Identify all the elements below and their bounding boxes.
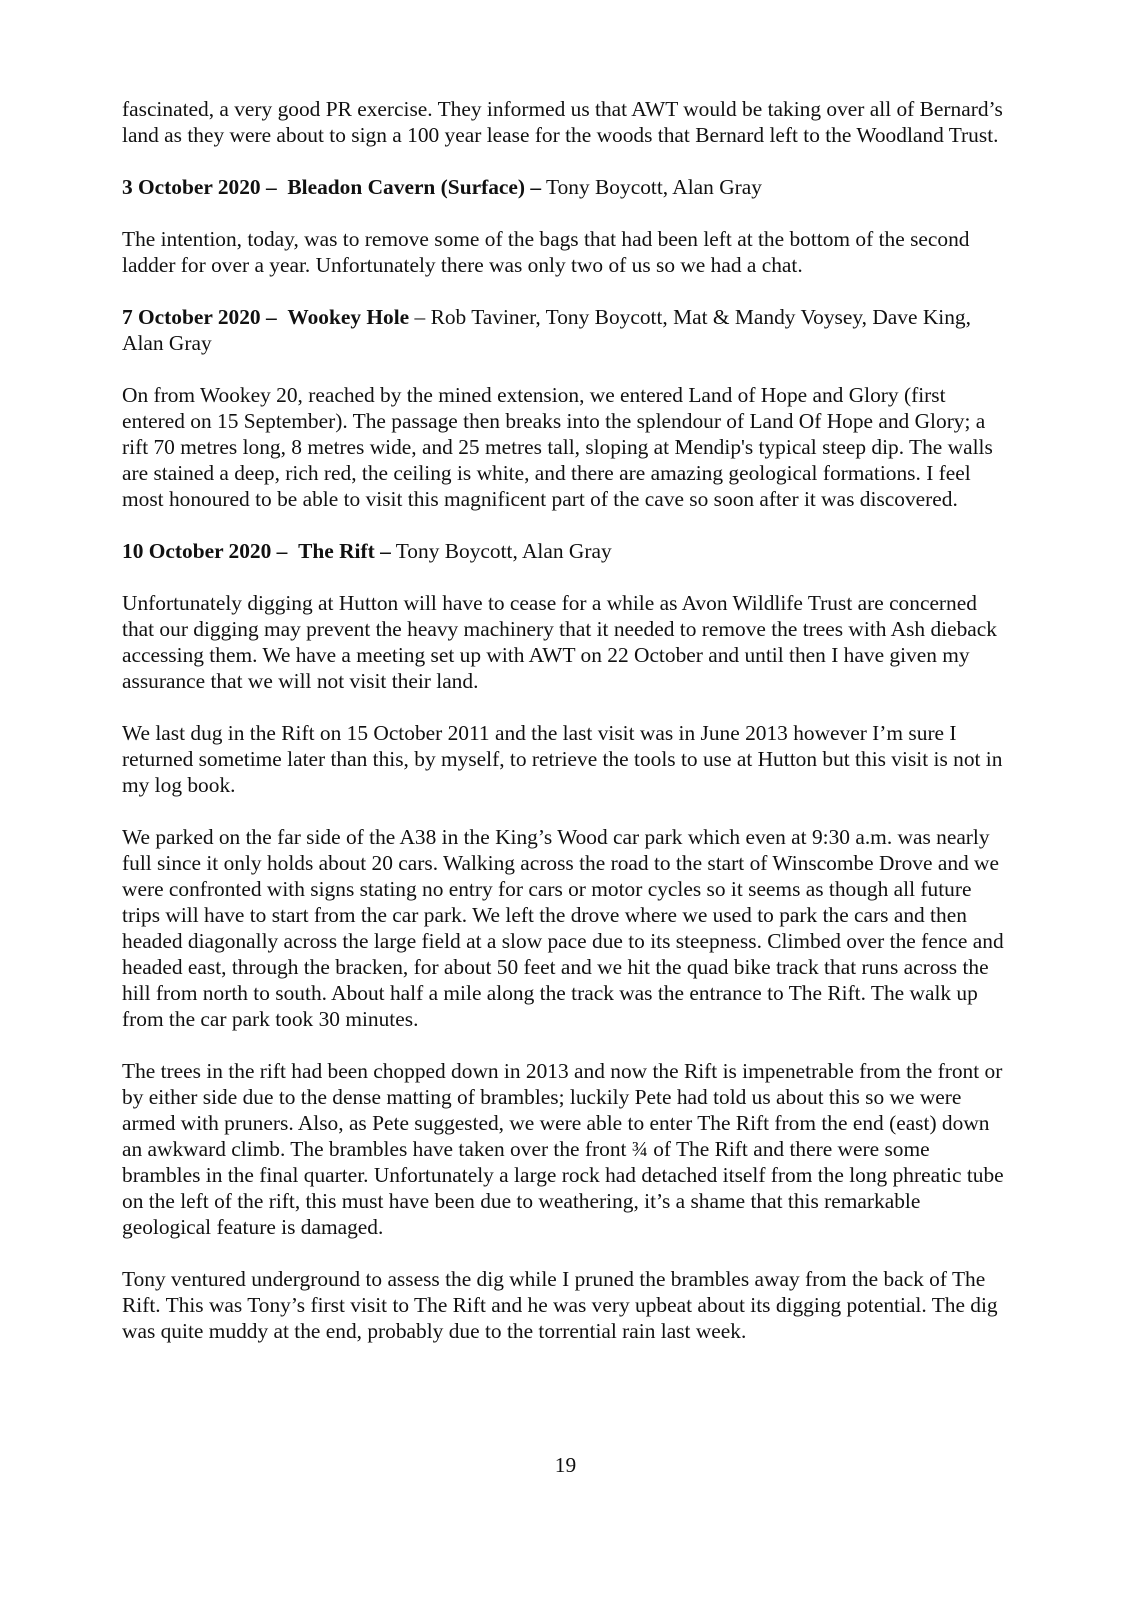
entry-people: Tony Boycott, Alan Gray bbox=[541, 175, 762, 199]
entry-date: 7 October 2020 – bbox=[122, 305, 277, 329]
entry-date: 3 October 2020 – bbox=[122, 175, 277, 199]
entry-location: Bleadon Cavern (Surface) – bbox=[287, 175, 542, 199]
entry-paragraph: On from Wookey 20, reached by the mined extension, we entered Land of Hope and Glory (first entered on 15 September). The passage then breaks into the splendour of Land Of Hope and Glory; a rift 70 metres long, 8 metres wide, and 25 metres tall, sloping at Mendip's typical steep dip. The walls are stained a deep, rich red, the ceiling is white, and there are amazing geological formations. I feel most honoured to be able to visit this magnificent part of the cave so soon after it was discovered. bbox=[122, 383, 993, 511]
entry-people: – Rob Taviner, Tony Boycott, Mat & Mandy Voysey, Dave King, Alan Gray bbox=[122, 305, 971, 355]
entry-paragraph: The trees in the rift had been chopped down in 2013 and now the Rift is impenetrable from the front or by either side due to the dense matting of brambles; luckily Pete had told us about this so we were armed with pruners. Also, as Pete suggested, we were able to enter The Rift from the end (east) down an awkward climb. The brambles have taken over the front ¾ of The Rift and there were some brambles in the final quarter. Unfortunately a large rock had detached itself from the long phreatic tube on the left of the rift, this must have been due to weathering, it’s a shame that this remarkable geological feature is damaged. bbox=[122, 1059, 1004, 1239]
entry-paragraph: Tony ventured underground to assess the dig while I pruned the brambles away from the back of The Rift. This was Tony’s first visit to The Rift and he was very upbeat about its digging potential. The dig was quite muddy at the end, probably due to the torrential rain last week. bbox=[122, 1267, 998, 1343]
document-body bbox=[122, 96, 1012, 1370]
intro-paragraph: fascinated, a very good PR exercise. They informed us that AWT would be taking over all of Bernard’s land as they were about to sign a 100 year lease for the woods that Bernard left to the Woodland Trust. bbox=[122, 97, 1003, 147]
page-number: 19 bbox=[554, 1453, 577, 1477]
entry-paragraph: We last dug in the Rift on 15 October 2011 and the last visit was in June 2013 however I’m sure I returned sometime later than this, by myself, to retrieve the tools to use at Hutton but this visit is not in my log book. bbox=[122, 721, 1003, 797]
entry-paragraph: Unfortunately digging at Hutton will have to cease for a while as Avon Wildlife Trust are concerned that our digging may prevent the heavy machinery that it needed to remove the trees with Ash dieback accessing them. We have a meeting set up with AWT on 22 October and until then I have given my assurance that we will not visit their land. bbox=[122, 591, 997, 693]
entry-heading-wookey-hole bbox=[122, 304, 1012, 356]
entry-people: Tony Boycott, Alan Gray bbox=[390, 539, 612, 563]
entry-heading-bleadon-cavern bbox=[122, 174, 1012, 200]
entry-paragraph: The intention, today, was to remove some of the bags that had been left at the bottom of the second ladder for over a year. Unfortunately there was only two of us so we had a chat. bbox=[122, 227, 970, 277]
entry-location: Wookey Hole bbox=[287, 305, 410, 329]
entry-paragraph: We parked on the far side of the A38 in the King’s Wood car park which even at 9:30 a.m. was nearly full since it only holds about 20 cars. Walking across the road to the start of Winscombe Drove and we were confronted with signs stating no entry for cars or motor cycles so it seems as though all future trips will have to start from the car park. We left the drove where we used to park the cars and then headed diagonally across the large field at a slow pace due to its steepness. Climbed over the fence and headed east, through the bracken, for about 50 feet and we hit the quad bike track that runs across the hill from north to south. About half a mile along the track was the entrance to The Rift. The walk up from the car park took 30 minutes. bbox=[122, 825, 1004, 1031]
entry-date: 10 October 2020 – bbox=[122, 539, 288, 563]
entry-heading-the-rift bbox=[122, 538, 1012, 564]
entry-location: The Rift – bbox=[298, 539, 391, 563]
